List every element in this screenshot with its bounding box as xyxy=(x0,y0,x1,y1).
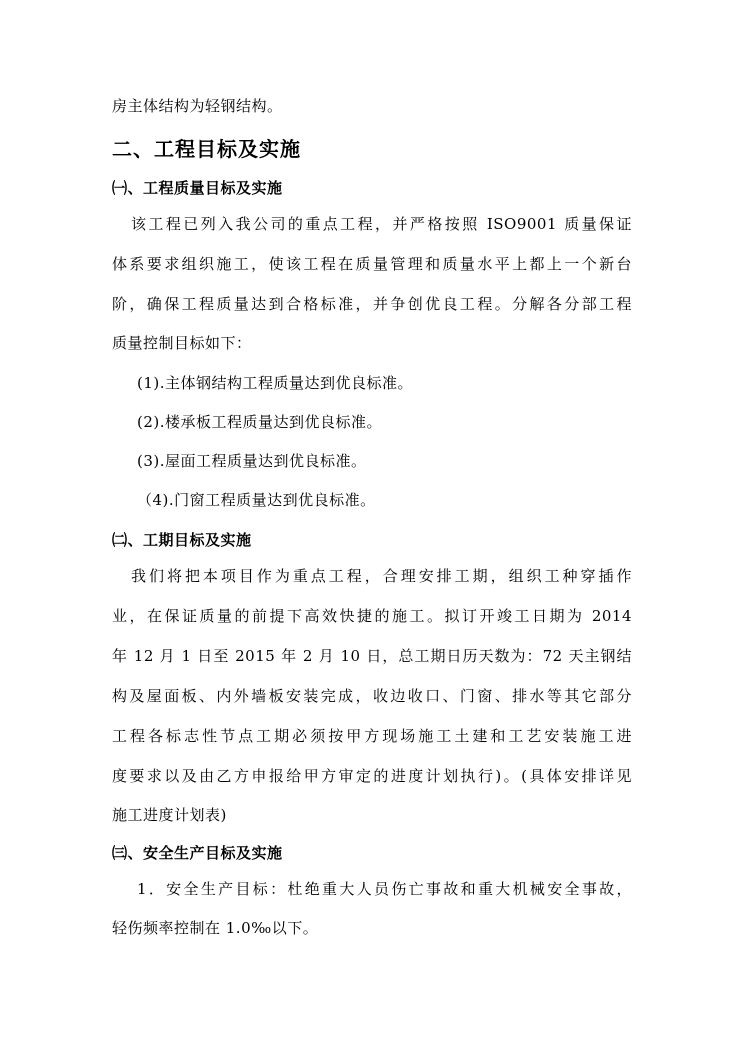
quality-list-item: (1).主体钢结构工程质量达到优良标准。 xyxy=(137,374,414,392)
schedule-paragraph-line: 度要求以及由乙方申报给甲方审定的进度计划执行)。(具体安排详见 xyxy=(112,767,632,785)
schedule-paragraph-line: 业，在保证质量的前提下高效快捷的施工。拟订开竣工日期为 2014 xyxy=(112,607,632,625)
quality-paragraph-line: 该工程已列入我公司的重点工程，并严格按照 ISO9001 质量保证 xyxy=(131,215,632,233)
quality-list-item: (2).楼承板工程质量达到优良标准。 xyxy=(137,413,383,431)
safety-paragraph-line: 轻伤频率控制在 1.0‰以下。 xyxy=(112,919,319,937)
schedule-paragraph-line: 施工进度计划表) xyxy=(112,806,227,824)
quality-list-item: (3).屋面工程质量达到优良标准。 xyxy=(137,452,367,470)
continuation-line: 房主体结构为轻钢结构。 xyxy=(112,97,283,115)
quality-paragraph-line: 体系要求组织施工，使该工程在质量管理和质量水平上都上一个新台 xyxy=(112,255,632,273)
schedule-paragraph-line: 构及屋面板、内外墙板安装完成，收边收口、门窗、排水等其它部分 xyxy=(112,687,632,705)
section-title: 二、工程目标及实施 xyxy=(112,137,301,161)
schedule-heading: ㈡、工期目标及实施 xyxy=(112,531,252,549)
schedule-paragraph-line: 工程各标志性节点工期必须按甲方现场施工土建和工艺安装施工进 xyxy=(112,727,632,745)
quality-paragraph-line: 质量控制目标如下： xyxy=(112,334,252,352)
safety-paragraph-line: 1．安全生产目标：杜绝重大人员伤亡事故和重大机械安全事故， xyxy=(137,880,632,898)
quality-heading: ㈠、工程质量目标及实施 xyxy=(112,179,283,197)
safety-heading: ㈢、安全生产目标及实施 xyxy=(112,844,283,862)
quality-list-item: （4).门窗工程质量达到优良标准。 xyxy=(137,491,376,509)
quality-paragraph-line: 阶，确保工程质量达到合格标准，并争创优良工程。分解各分部工程 xyxy=(112,295,632,313)
schedule-paragraph-line: 年 12 月 1 日至 2015 年 2 月 10 日，总工期日历天数为：72 天主钢结 xyxy=(112,647,632,665)
schedule-paragraph-line: 我们将把本项目作为重点工程，合理安排工期，组织工种穿插作 xyxy=(131,567,632,585)
